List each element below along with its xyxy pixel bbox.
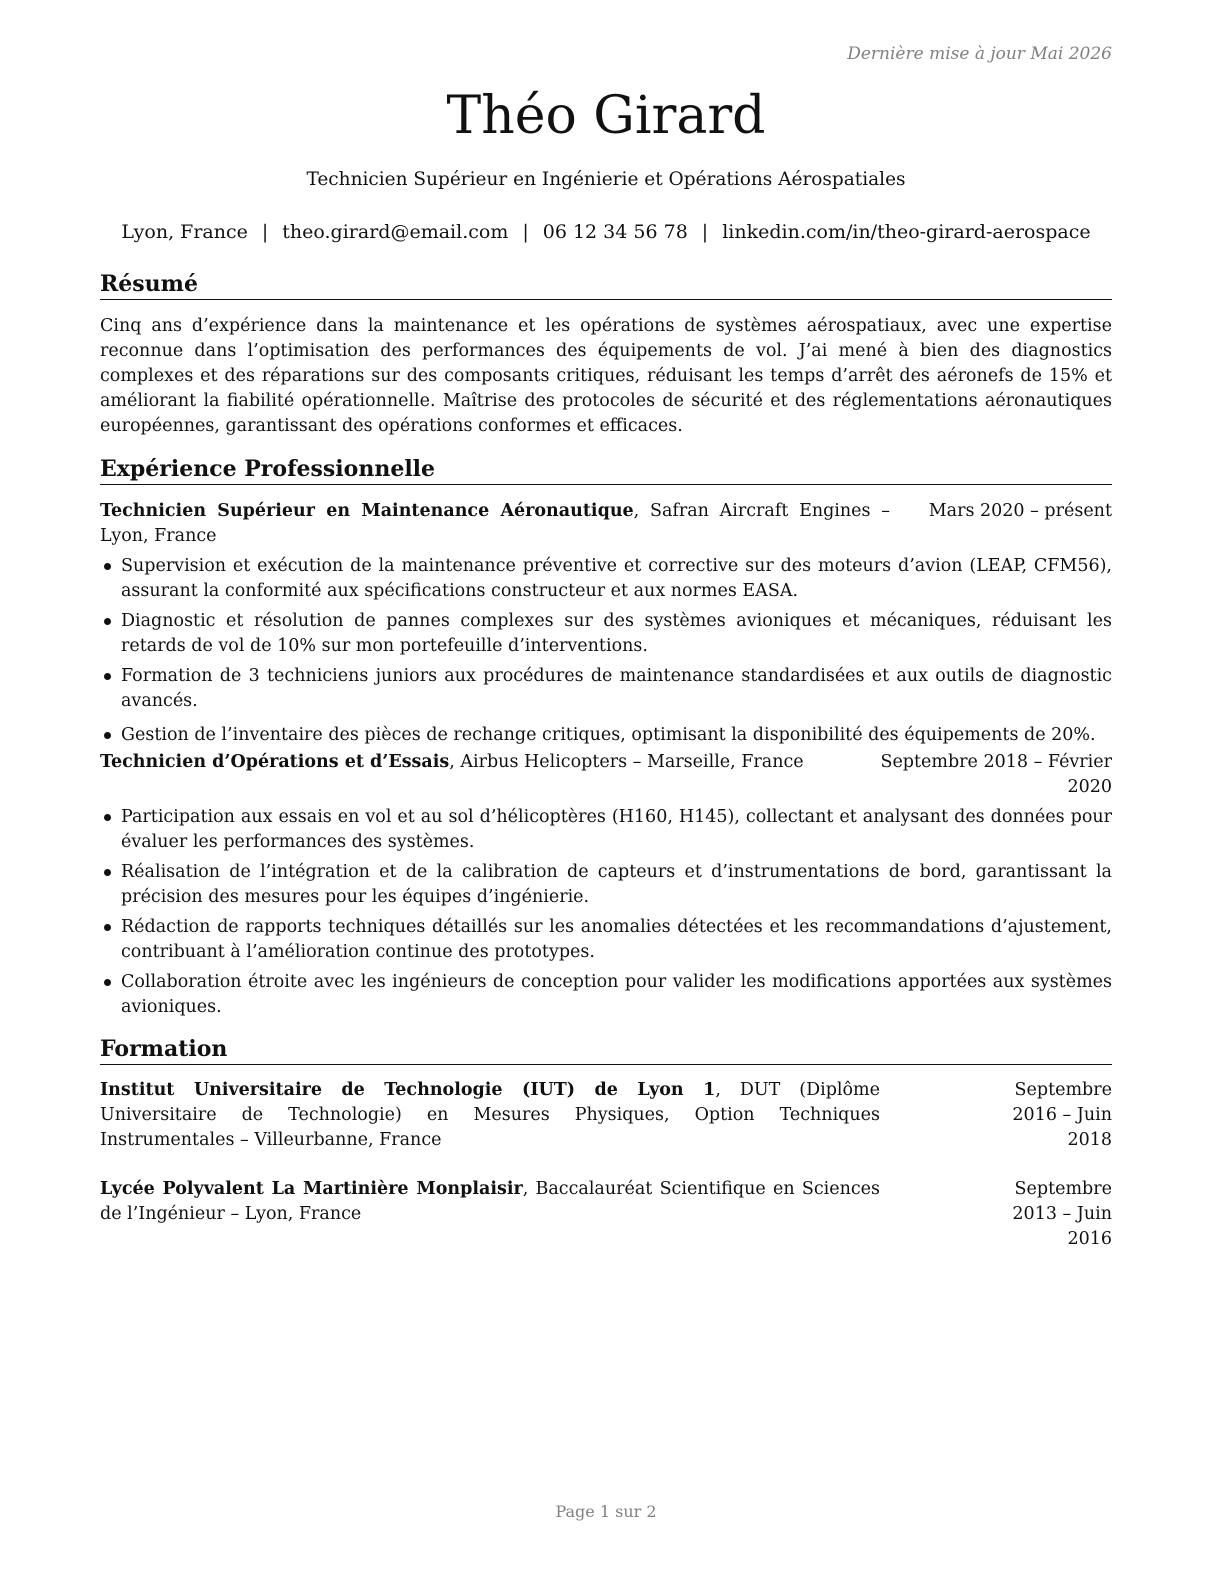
education-line <box>100 1177 880 1227</box>
job-header <box>100 499 1112 549</box>
contact-separator: | <box>261 221 269 243</box>
education-school: Institut Universitaire de Technologie (IUT) de Lyon 1 <box>100 1080 716 1100</box>
job-header <box>100 750 1112 800</box>
job-role: Technicien d’Opérations et d’Essais <box>100 752 450 772</box>
job-bullets <box>100 554 1112 753</box>
section-title-summary: Résumé <box>100 270 1112 300</box>
summary-text: Cinq ans d’expérience dans la maintenance et les opérations de systèmes aérospatiaux, avec une expertise reconnue dans l’optimisation des performances des équipements de vol. J’ai mené à bien des diagnostics complexes et des réparations sur des composants critiques, réduisant les temps d’arrêt des aéronefs de 15% et améliorant la fiabilité opérationnelle. Maîtrise des protocoles de sécurité et des réglementations aéronautiques européennes, garantissant des opérations conformes et efficaces. <box>100 316 1112 436</box>
job-company: , Safran Aircraft Engines – Lyon, France <box>100 501 890 546</box>
job-dates: Septembre 2018 – Février 2020 <box>880 752 1112 797</box>
last-updated: Dernière mise à jour Mai 2026 <box>847 44 1112 64</box>
resume-page <box>100 0 1112 1584</box>
section-title-education: Formation <box>100 1035 1112 1065</box>
contact-separator: | <box>701 221 709 243</box>
headline: Technicien Supérieur en Ingénierie et Opérations Aérospatiales <box>306 169 906 190</box>
section-title-experience: Expérience Professionnelle <box>100 455 1112 485</box>
job-bullet: Formation de 3 techniciens juniors aux procédures de maintenance standardisées et aux outils de diagnostic avancés. <box>100 664 1112 714</box>
candidate-name: Théo Girard <box>446 86 766 146</box>
education-detail: , Baccalauréat Scientifique en Sciences de l’Ingénieur – Lyon, France <box>100 1179 880 1224</box>
contact-phone: 06 12 34 56 78 <box>542 221 688 243</box>
job-title-line <box>100 499 890 549</box>
education-dates: Septembre 2016 – Juin 2018 <box>1012 1080 1112 1150</box>
education-header <box>100 1078 1112 1153</box>
job-bullet: Gestion de l’inventaire des pièces de rechange critiques, optimisant la disponibilité des équipements de 20%. <box>100 723 1112 748</box>
job-bullet: Participation aux essais en vol et au sol d’hélicoptères (H160, H145), collectant et analysant des données pour évaluer les performances des systèmes. <box>100 805 1112 855</box>
contact-linkedin[interactable]: linkedin.com/in/theo-girard-aerospace <box>722 221 1091 243</box>
job-title-line <box>100 750 860 775</box>
job-bullet: Collaboration étroite avec les ingénieurs de conception pour valider les modifications apportées aux systèmes avioniques. <box>100 970 1112 1020</box>
education-header <box>100 1177 1112 1252</box>
education-dates: Septembre 2013 – Juin 2016 <box>1012 1179 1112 1249</box>
job-company: , Airbus Helicopters – Marseille, France <box>449 752 804 772</box>
page-number: Page 1 sur 2 <box>555 1502 657 1521</box>
education-school: Lycée Polyvalent La Martinière Monplaisir <box>100 1179 523 1199</box>
job-bullet: Rédaction de rapports techniques détaillés sur les anomalies détectées et les recommandations d’ajustement, contribuant à l’amélioration continue des prototypes. <box>100 915 1112 965</box>
job-bullets <box>100 805 1112 1025</box>
contact-line <box>100 220 1112 244</box>
education-detail: , DUT (Diplôme Universitaire de Technologie) en Mesures Physiques, Option Techniques Instrumentales – Villeurbanne, France <box>100 1080 880 1150</box>
contact-email[interactable]: theo.girard@email.com <box>282 221 509 243</box>
job-dates: Mars 2020 – présent <box>928 501 1112 521</box>
contact-separator: | <box>522 221 529 243</box>
education-line <box>100 1078 880 1153</box>
job-role: Technicien Supérieur en Maintenance Aéronautique <box>100 501 634 521</box>
job-bullet: Supervision et exécution de la maintenance préventive et corrective sur des moteurs d’avion (LEAP, CFM56), assurant la conformité aux spécifications constructeur et aux normes EASA. <box>100 554 1112 604</box>
job-bullet: Diagnostic et résolution de pannes complexes sur des systèmes avioniques et mécaniques, réduisant les retards de vol de 10% sur mon portefeuille d’interventions. <box>100 609 1112 659</box>
job-bullet: Réalisation de l’intégration et de la calibration de capteurs et d’instrumentations de bord, garantissant la précision des mesures pour les équipes d’ingénierie. <box>100 860 1112 910</box>
contact-location: Lyon, France <box>121 221 248 243</box>
